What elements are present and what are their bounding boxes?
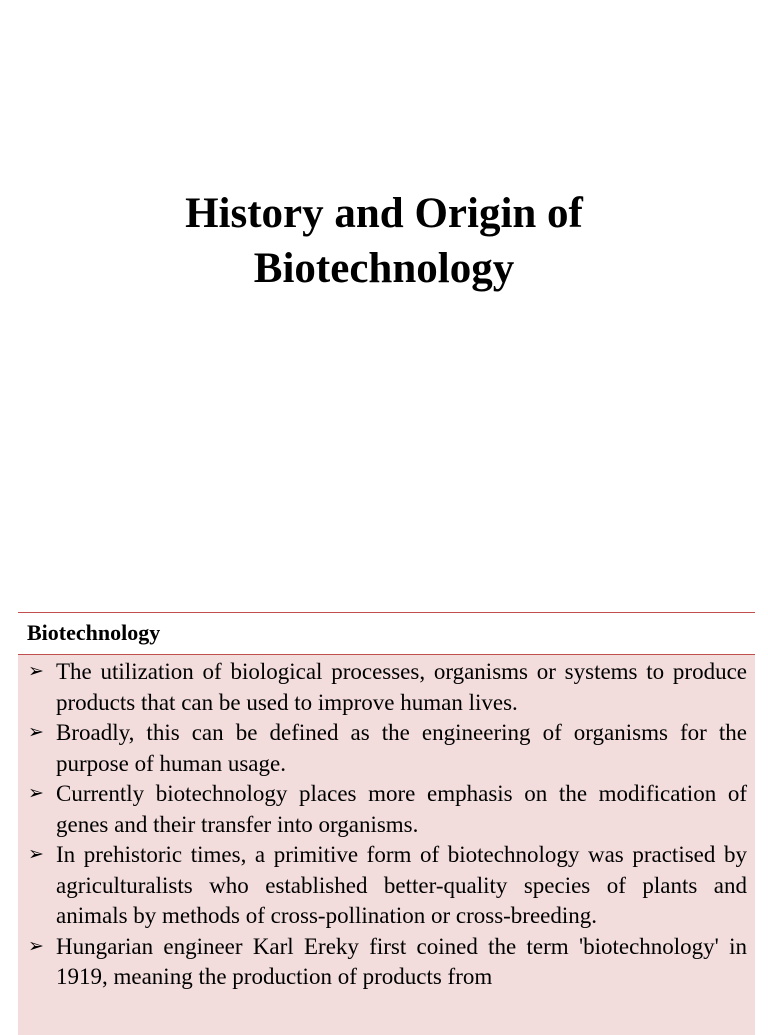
list-item [27,657,747,718]
slide-title-line-1: History and Origin of [185,190,583,237]
slide-title [0,186,768,296]
arrow-bullet-icon: ➢ [28,661,44,682]
arrow-bullet-icon: ➢ [28,783,44,804]
bullet-text: In prehistoric times, a primitive form of biotechnology was practised by agriculturalists who established better-quality species of plants and animals by methods of cross-pollination or cross-breeding. [56,842,747,928]
panel-heading: Biotechnology [18,613,755,655]
list-item [27,932,747,993]
slide-title-line-2: Biotechnology [253,245,515,292]
arrow-bullet-icon: ➢ [28,722,44,743]
list-item [27,718,747,779]
bullet-text: The utilization of biological processes, organisms or systems to produce products that can be used to improve human lives. [56,659,747,715]
bullet-text: Currently biotechnology places more emphasis on the modification of genes and their transfer into organisms. [56,781,747,837]
biotechnology-panel [18,612,755,1033]
bullet-text: Broadly, this can be defined as the engineering of organisms for the purpose of human usage. [56,720,747,776]
bullet-list [27,657,747,993]
list-item [27,779,747,840]
arrow-bullet-icon: ➢ [28,844,44,865]
arrow-bullet-icon: ➢ [28,935,44,957]
list-item [27,840,747,932]
bullet-text: Hungarian engineer Karl Ereky first coined the term 'biotechnology' in 1919, meaning the production of products from [56,933,747,989]
panel-body [18,655,755,1035]
